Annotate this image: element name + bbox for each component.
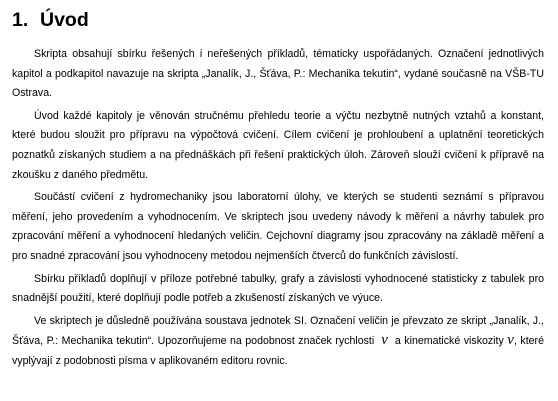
- section-body: [12, 45, 544, 372]
- paragraph-4: Sbírku příkladů doplňují v příloze potřebné tabulky, grafy a závislosti vyhodnocené statisticky z tabulek pro snadnější použití, které doplňují podle potřeb a zkušeností získaných ve výuce.: [12, 272, 544, 305]
- section-title: Úvod: [40, 9, 89, 31]
- viscosity-symbol: ν: [507, 332, 514, 349]
- paragraph-5-text-after: , které vyplývají z podobnosti písma v aplikovaném editoru rovnic.: [12, 335, 544, 367]
- paragraph-5-text-middle: a kinematické viskozity: [394, 335, 504, 348]
- paragraph-3: Součástí cvičení z hydromechaniky jsou laboratorní úlohy, ve kterých se studenti seznámí s přípravou měření, jeho provedením a vyhodnocením. Ve skriptech jsou uvedeny návody k měření a návrhy tabulek pro zpracování měření a vyhodnocení hledaných veličin. Cejchovní diagramy jsou zpracovány na základě měření a pro snadné zpracování jsou vyhodnoceny metodou nejmenších čtverců do funkčních závislostí.: [12, 191, 544, 262]
- paragraph-5: [12, 312, 544, 372]
- paragraph-2: Úvod každé kapitoly je věnován stručnému přehledu teorie a výčtu nezbytně nutných vztahů a konstant, které budou sloužit pro přípravu na výpočtová cvičení. Cílem cvičení je prohloubení a uplatnění teoretických poznatků získaných studiem a na přednáškách při řešení praktických úloh. Zároveň slouží cvičení k přípravě na zkoušku z daného předmětu.: [12, 109, 544, 181]
- paragraph-1: Skripta obsahují sbírku řešených i neřešených příkladů, tématicky uspořádaných. Označení jednotlivých kapitol a podkapitol navazuje na skripta „Janalík, J., Šťáva, P.: Mechanika tekutin“, vydané současně na VŠB-TU Ostrava.: [12, 48, 544, 100]
- document-page: [12, 8, 544, 375]
- paragraph-5-text-before: Ve skriptech je důsledně používána soustava jednotek SI. Označení veličin je převzato ze skript „Janalík, J., Šťáva, P.: Mechanika tekutin“. Upozorňujeme na podobnost značek rychlosti: [12, 314, 544, 348]
- section-heading: [12, 8, 544, 32]
- section-number: 1.: [12, 9, 29, 31]
- velocity-symbol: v: [381, 332, 388, 349]
